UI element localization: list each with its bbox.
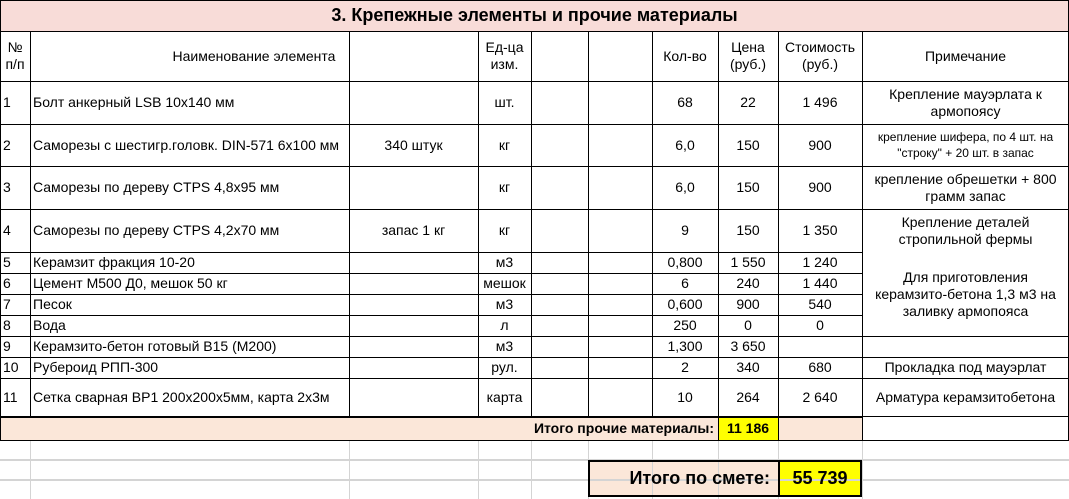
row-number: 6 xyxy=(3,275,11,291)
row-cost: 1 496 xyxy=(802,94,838,110)
row-extra xyxy=(349,252,478,273)
cell-border xyxy=(30,31,31,416)
row-quantity: 6,0 xyxy=(675,136,695,153)
cell-border xyxy=(588,495,862,497)
row-number: 10 xyxy=(3,359,19,375)
row-unit: кг xyxy=(498,136,511,153)
cell-border xyxy=(778,31,779,416)
row-unit: м3 xyxy=(495,338,514,354)
row-unit: кг xyxy=(498,179,511,195)
row-price: 150 xyxy=(736,222,760,238)
row-name: Цемент М500 Д0, мешок 50 кг xyxy=(33,275,228,291)
row-number: 1 xyxy=(3,94,11,110)
cell-border xyxy=(0,336,1069,337)
row-number: 3 xyxy=(3,179,11,195)
row-name: Саморезы с шестигр.головк. DIN-571 6x100 мм xyxy=(33,136,340,153)
row-unit: мешок xyxy=(483,275,526,291)
cell-border xyxy=(0,31,1069,32)
cell-border xyxy=(862,31,863,416)
row-name: Сетка сварная ВР1 200x200x5мм, карта 2x3м xyxy=(33,388,330,405)
cell-border xyxy=(860,460,862,497)
row-number: 9 xyxy=(3,338,11,354)
cell-border xyxy=(0,0,1,440)
gridline xyxy=(478,440,479,499)
cell-border xyxy=(478,31,479,416)
row-number: 11 xyxy=(3,388,18,405)
row-extra xyxy=(349,81,478,124)
cell-border xyxy=(778,460,780,497)
subtotal-label: Итого прочие материалы: xyxy=(533,419,714,436)
row-unit: м3 xyxy=(495,254,514,270)
row-note: Крепление мауэрлата к армопоясу xyxy=(889,85,1042,119)
row-extra xyxy=(349,357,478,378)
header-price: Цена (руб.) xyxy=(729,39,767,72)
row-note: крепление шифера, по 4 шт. на "строку" + 20 шт. в запас xyxy=(877,130,1054,160)
row-name: Керамзит фракция 10-20 xyxy=(33,254,195,270)
row-extra xyxy=(349,273,478,294)
cell-border xyxy=(0,357,1069,358)
row-unit: шт. xyxy=(494,94,515,110)
row-note: крепление обрешетки + 800 грамм запас xyxy=(874,170,1057,204)
row-price: 240 xyxy=(736,275,760,291)
gridline xyxy=(862,440,863,499)
cell-border xyxy=(0,315,862,316)
cell-border xyxy=(0,209,1069,210)
row-extra: 340 штук xyxy=(384,136,443,153)
row-extra xyxy=(349,294,478,315)
cell-border xyxy=(349,31,350,416)
cell-border xyxy=(0,0,1069,1)
row-cost: 1 350 xyxy=(802,222,838,238)
row-note: Крепление деталей стропильной фермы xyxy=(898,213,1033,247)
cell-border xyxy=(0,252,862,253)
row-quantity: 6,0 xyxy=(675,179,695,195)
row-unit: м3 xyxy=(495,296,514,312)
row-price: 1 550 xyxy=(730,254,766,270)
row-number: 4 xyxy=(3,222,11,238)
cell-border xyxy=(588,460,590,497)
row-name: Керамзито-бетон готовый В15 (М200) xyxy=(33,338,277,354)
row-extra xyxy=(349,166,478,209)
row-unit: кг xyxy=(498,222,511,238)
row-cost: 900 xyxy=(808,136,832,153)
cell-border xyxy=(0,378,1069,379)
row-price: 22 xyxy=(740,94,756,110)
grand-total-value: 55 739 xyxy=(792,468,848,488)
header-number: № п/п xyxy=(5,39,25,72)
row-price: 3 650 xyxy=(730,338,766,354)
header-unit: Ед-ца изм. xyxy=(485,39,524,72)
cell-border xyxy=(0,124,1069,125)
cell-border xyxy=(718,31,719,416)
row-cost: 0 xyxy=(816,317,824,333)
row-quantity: 9 xyxy=(681,222,689,238)
cell-border xyxy=(862,416,863,440)
row-note: Арматура керамзитобетона xyxy=(875,388,1056,405)
row-name: Вода xyxy=(33,317,66,333)
cell-border xyxy=(0,273,862,274)
row-price: 340 xyxy=(736,359,760,375)
gridline xyxy=(0,460,1069,461)
row-quantity: 0,600 xyxy=(667,296,703,312)
cell-border xyxy=(588,460,862,462)
cell-border xyxy=(718,416,719,440)
row-extra xyxy=(349,378,478,416)
row-quantity: 2 xyxy=(681,359,689,375)
cell-border xyxy=(652,31,653,416)
row-number: 5 xyxy=(3,254,11,270)
row-name: Песок xyxy=(33,296,72,312)
row-quantity: 68 xyxy=(677,94,693,110)
row-cost: 540 xyxy=(808,296,832,312)
row-cost: 2 640 xyxy=(802,388,838,405)
row-name: Рубероид РПП-300 xyxy=(33,359,159,375)
header-cost: Стоимость (руб.) xyxy=(784,39,856,72)
subtotal-value: 11 186 xyxy=(726,419,770,436)
header-quantity: Кол-во xyxy=(663,47,707,64)
cell-border xyxy=(0,440,1069,441)
row-unit: л xyxy=(500,317,509,333)
row-cost xyxy=(778,336,862,357)
row-price: 150 xyxy=(736,179,760,195)
row-price: 0 xyxy=(744,317,752,333)
row-price: 900 xyxy=(736,296,760,312)
gridline xyxy=(349,440,350,499)
grand-total-label: Итого по смете: xyxy=(629,468,770,488)
gridline xyxy=(0,479,1069,480)
gridline xyxy=(531,440,532,499)
row-name: Саморезы по дереву CTPS 4,2x70 мм xyxy=(33,222,280,238)
row-quantity: 1,300 xyxy=(667,338,703,354)
row-note: Прокладка под мауэрлат xyxy=(884,359,1047,375)
row-extra xyxy=(349,336,478,357)
cell-border xyxy=(0,81,1069,82)
cell-border xyxy=(0,417,862,418)
merged-note: Для приготовления керамзито-бетона 1,3 м3 на заливку армопояса xyxy=(875,268,1056,319)
row-quantity: 0,800 xyxy=(667,254,703,270)
row-unit: карта xyxy=(486,388,523,405)
row-number: 8 xyxy=(3,317,11,333)
row-price: 264 xyxy=(736,388,760,405)
row-number: 2 xyxy=(3,136,11,153)
gridline xyxy=(0,459,1069,460)
row-name: Саморезы по дереву CTPS 4,8x95 мм xyxy=(33,179,280,195)
row-number: 7 xyxy=(3,296,11,312)
gridline xyxy=(30,440,31,499)
cell-border xyxy=(0,294,862,295)
row-quantity: 250 xyxy=(673,317,697,333)
cell-border xyxy=(0,166,1069,167)
cell-border xyxy=(531,31,532,416)
row-cost: 680 xyxy=(808,359,832,375)
cell-border xyxy=(588,31,589,416)
cell-border xyxy=(778,416,779,440)
row-name: Болт анкерный LSB 10x140 мм xyxy=(33,94,235,110)
row-cost: 1 240 xyxy=(802,254,838,270)
header-note: Примечание xyxy=(924,47,1007,64)
row-price: 150 xyxy=(736,136,760,153)
gridline xyxy=(0,480,1069,481)
row-extra xyxy=(349,315,478,336)
row-extra: запас 1 кг xyxy=(381,222,446,238)
row-cost: 900 xyxy=(808,179,832,195)
row-cost: 1 440 xyxy=(802,275,838,291)
sheet-title: 3. Крепежные элементы и прочие материалы xyxy=(331,5,738,25)
row-quantity: 10 xyxy=(677,388,693,405)
header-name: Наименование элемента xyxy=(172,47,336,64)
row-unit: рул. xyxy=(491,359,518,375)
row-quantity: 6 xyxy=(681,275,689,291)
